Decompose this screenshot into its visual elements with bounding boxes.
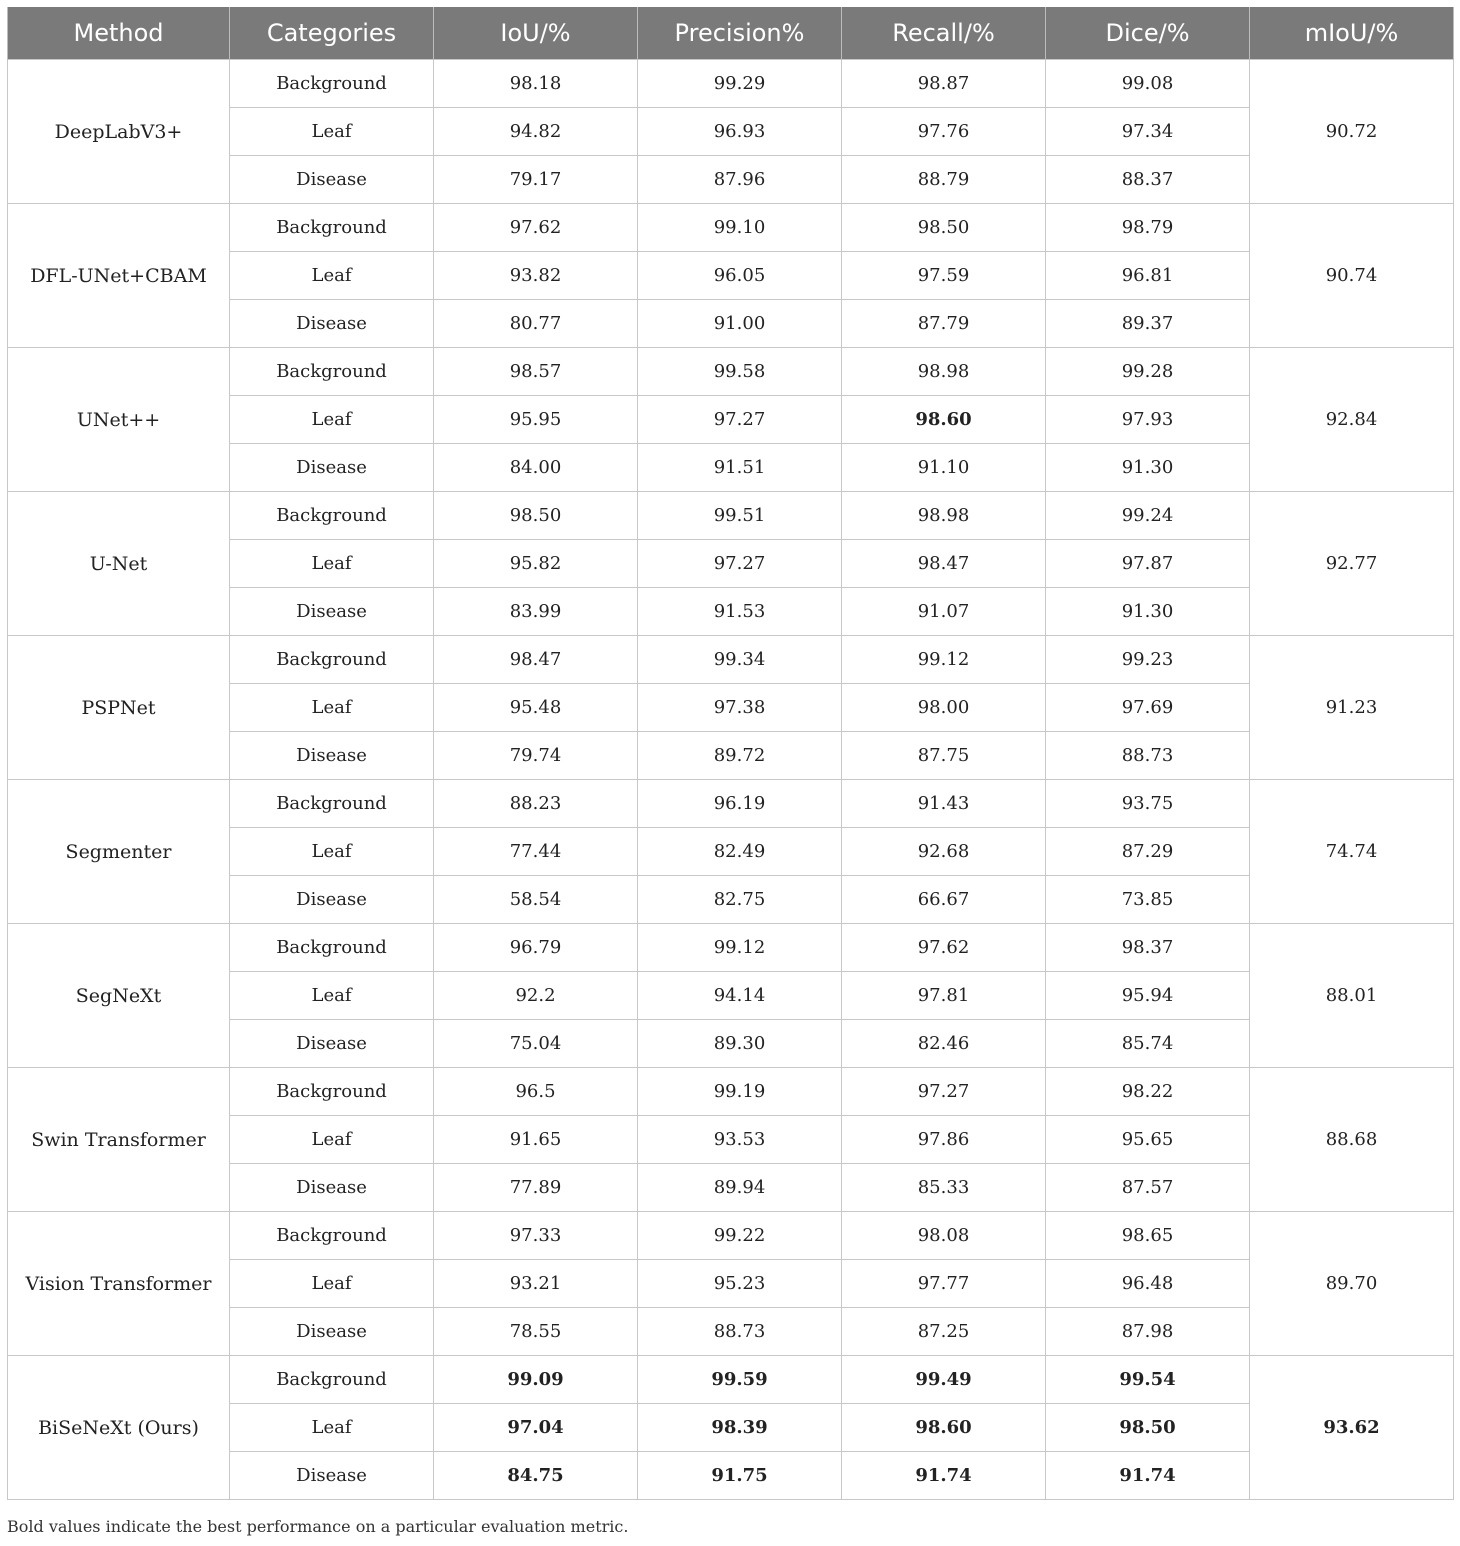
recall-cell: 98.60 xyxy=(842,1404,1046,1452)
category-cell: Leaf xyxy=(230,1116,434,1164)
method-cell: BiSeNeXt (Ours) xyxy=(8,1356,230,1500)
iou-cell: 97.33 xyxy=(434,1212,638,1260)
dice-cell: 99.08 xyxy=(1046,60,1250,108)
dice-cell: 97.93 xyxy=(1046,396,1250,444)
category-cell: Leaf xyxy=(230,972,434,1020)
header-row xyxy=(8,7,1454,60)
miou-cell: 89.70 xyxy=(1250,1212,1454,1356)
iou-cell: 96.79 xyxy=(434,924,638,972)
precision-cell: 91.53 xyxy=(638,588,842,636)
recall-cell: 87.79 xyxy=(842,300,1046,348)
dice-cell: 73.85 xyxy=(1046,876,1250,924)
table-row xyxy=(8,60,1454,108)
dice-cell: 96.81 xyxy=(1046,252,1250,300)
method-cell: U-Net xyxy=(8,492,230,636)
category-cell: Disease xyxy=(230,876,434,924)
precision-cell: 99.59 xyxy=(638,1356,842,1404)
dice-cell: 99.28 xyxy=(1046,348,1250,396)
recall-cell: 91.43 xyxy=(842,780,1046,828)
iou-cell: 97.04 xyxy=(434,1404,638,1452)
dice-cell: 95.94 xyxy=(1046,972,1250,1020)
precision-cell: 96.19 xyxy=(638,780,842,828)
dice-cell: 97.87 xyxy=(1046,540,1250,588)
recall-cell: 91.10 xyxy=(842,444,1046,492)
method-cell: SegNeXt xyxy=(8,924,230,1068)
category-cell: Background xyxy=(230,492,434,540)
recall-cell: 98.98 xyxy=(842,348,1046,396)
dice-cell: 87.29 xyxy=(1046,828,1250,876)
precision-cell: 82.75 xyxy=(638,876,842,924)
category-cell: Leaf xyxy=(230,396,434,444)
dice-cell: 97.34 xyxy=(1046,108,1250,156)
header-miou: mIoU/% xyxy=(1250,7,1454,60)
precision-cell: 99.12 xyxy=(638,924,842,972)
recall-cell: 88.79 xyxy=(842,156,1046,204)
iou-cell: 88.23 xyxy=(434,780,638,828)
miou-cell: 91.23 xyxy=(1250,636,1454,780)
category-cell: Background xyxy=(230,924,434,972)
category-cell: Background xyxy=(230,204,434,252)
miou-cell: 90.72 xyxy=(1250,60,1454,204)
precision-cell: 99.22 xyxy=(638,1212,842,1260)
precision-cell: 89.72 xyxy=(638,732,842,780)
precision-cell: 99.29 xyxy=(638,60,842,108)
precision-cell: 89.94 xyxy=(638,1164,842,1212)
iou-cell: 79.17 xyxy=(434,156,638,204)
iou-cell: 95.48 xyxy=(434,684,638,732)
dice-cell: 97.69 xyxy=(1046,684,1250,732)
recall-cell: 97.59 xyxy=(842,252,1046,300)
miou-cell: 88.01 xyxy=(1250,924,1454,1068)
precision-cell: 97.27 xyxy=(638,540,842,588)
header-precision: Precision% xyxy=(638,7,842,60)
precision-cell: 96.93 xyxy=(638,108,842,156)
dice-cell: 98.22 xyxy=(1046,1068,1250,1116)
precision-cell: 93.53 xyxy=(638,1116,842,1164)
precision-cell: 98.39 xyxy=(638,1404,842,1452)
precision-cell: 94.14 xyxy=(638,972,842,1020)
precision-cell: 95.23 xyxy=(638,1260,842,1308)
category-cell: Disease xyxy=(230,588,434,636)
iou-cell: 99.09 xyxy=(434,1356,638,1404)
header-iou: IoU/% xyxy=(434,7,638,60)
recall-cell: 97.81 xyxy=(842,972,1046,1020)
precision-cell: 88.73 xyxy=(638,1308,842,1356)
table-header xyxy=(8,7,1454,60)
recall-cell: 66.67 xyxy=(842,876,1046,924)
dice-cell: 99.24 xyxy=(1046,492,1250,540)
table-row xyxy=(8,492,1454,540)
recall-cell: 91.07 xyxy=(842,588,1046,636)
category-cell: Background xyxy=(230,1356,434,1404)
table-row xyxy=(8,636,1454,684)
category-cell: Background xyxy=(230,1212,434,1260)
method-cell: PSPNet xyxy=(8,636,230,780)
iou-cell: 83.99 xyxy=(434,588,638,636)
dice-cell: 99.54 xyxy=(1046,1356,1250,1404)
recall-cell: 87.75 xyxy=(842,732,1046,780)
category-cell: Background xyxy=(230,348,434,396)
category-cell: Leaf xyxy=(230,540,434,588)
recall-cell: 87.25 xyxy=(842,1308,1046,1356)
iou-cell: 98.57 xyxy=(434,348,638,396)
recall-cell: 98.08 xyxy=(842,1212,1046,1260)
recall-cell: 98.98 xyxy=(842,492,1046,540)
precision-cell: 99.19 xyxy=(638,1068,842,1116)
iou-cell: 93.21 xyxy=(434,1260,638,1308)
recall-cell: 98.00 xyxy=(842,684,1046,732)
iou-cell: 94.82 xyxy=(434,108,638,156)
dice-cell: 99.23 xyxy=(1046,636,1250,684)
miou-cell: 93.62 xyxy=(1250,1356,1454,1500)
recall-cell: 97.76 xyxy=(842,108,1046,156)
iou-cell: 84.75 xyxy=(434,1452,638,1500)
iou-cell: 98.47 xyxy=(434,636,638,684)
method-cell: Swin Transformer xyxy=(8,1068,230,1212)
precision-cell: 82.49 xyxy=(638,828,842,876)
category-cell: Disease xyxy=(230,300,434,348)
category-cell: Disease xyxy=(230,444,434,492)
table-row xyxy=(8,1068,1454,1116)
iou-cell: 97.62 xyxy=(434,204,638,252)
table-body xyxy=(8,60,1454,1500)
miou-cell: 74.74 xyxy=(1250,780,1454,924)
dice-cell: 98.37 xyxy=(1046,924,1250,972)
method-cell: DFL-UNet+CBAM xyxy=(8,204,230,348)
precision-cell: 91.00 xyxy=(638,300,842,348)
category-cell: Disease xyxy=(230,1308,434,1356)
precision-cell: 99.58 xyxy=(638,348,842,396)
header-recall: Recall/% xyxy=(842,7,1046,60)
iou-cell: 84.00 xyxy=(434,444,638,492)
dice-cell: 88.73 xyxy=(1046,732,1250,780)
table-row xyxy=(8,204,1454,252)
recall-cell: 97.86 xyxy=(842,1116,1046,1164)
recall-cell: 97.27 xyxy=(842,1068,1046,1116)
recall-cell: 91.74 xyxy=(842,1452,1046,1500)
dice-cell: 95.65 xyxy=(1046,1116,1250,1164)
miou-cell: 92.77 xyxy=(1250,492,1454,636)
recall-cell: 97.62 xyxy=(842,924,1046,972)
dice-cell: 89.37 xyxy=(1046,300,1250,348)
method-cell: UNet++ xyxy=(8,348,230,492)
category-cell: Leaf xyxy=(230,1404,434,1452)
category-cell: Disease xyxy=(230,1020,434,1068)
category-cell: Leaf xyxy=(230,1260,434,1308)
iou-cell: 92.2 xyxy=(434,972,638,1020)
recall-cell: 92.68 xyxy=(842,828,1046,876)
precision-cell: 91.75 xyxy=(638,1452,842,1500)
iou-cell: 96.5 xyxy=(434,1068,638,1116)
dice-cell: 91.74 xyxy=(1046,1452,1250,1500)
recall-cell: 85.33 xyxy=(842,1164,1046,1212)
dice-cell: 91.30 xyxy=(1046,588,1250,636)
method-cell: DeepLabV3+ xyxy=(8,60,230,204)
header-method: Method xyxy=(8,7,230,60)
table-row xyxy=(8,1212,1454,1260)
iou-cell: 98.50 xyxy=(434,492,638,540)
table-row xyxy=(8,780,1454,828)
category-cell: Leaf xyxy=(230,828,434,876)
method-cell: Segmenter xyxy=(8,780,230,924)
category-cell: Background xyxy=(230,636,434,684)
category-cell: Disease xyxy=(230,156,434,204)
iou-cell: 95.82 xyxy=(434,540,638,588)
miou-cell: 92.84 xyxy=(1250,348,1454,492)
category-cell: Leaf xyxy=(230,252,434,300)
iou-cell: 91.65 xyxy=(434,1116,638,1164)
precision-cell: 97.38 xyxy=(638,684,842,732)
category-cell: Disease xyxy=(230,732,434,780)
category-cell: Leaf xyxy=(230,684,434,732)
recall-cell: 97.77 xyxy=(842,1260,1046,1308)
recall-cell: 98.60 xyxy=(842,396,1046,444)
recall-cell: 98.47 xyxy=(842,540,1046,588)
recall-cell: 82.46 xyxy=(842,1020,1046,1068)
precision-cell: 99.51 xyxy=(638,492,842,540)
dice-cell: 88.37 xyxy=(1046,156,1250,204)
table-row xyxy=(8,348,1454,396)
category-cell: Disease xyxy=(230,1452,434,1500)
iou-cell: 75.04 xyxy=(434,1020,638,1068)
iou-cell: 95.95 xyxy=(434,396,638,444)
precision-cell: 99.10 xyxy=(638,204,842,252)
dice-cell: 91.30 xyxy=(1046,444,1250,492)
miou-cell: 88.68 xyxy=(1250,1068,1454,1212)
iou-cell: 77.44 xyxy=(434,828,638,876)
category-cell: Leaf xyxy=(230,108,434,156)
recall-cell: 98.50 xyxy=(842,204,1046,252)
dice-cell: 85.74 xyxy=(1046,1020,1250,1068)
category-cell: Background xyxy=(230,60,434,108)
precision-cell: 91.51 xyxy=(638,444,842,492)
dice-cell: 98.79 xyxy=(1046,204,1250,252)
recall-cell: 98.87 xyxy=(842,60,1046,108)
miou-cell: 90.74 xyxy=(1250,204,1454,348)
dice-cell: 87.57 xyxy=(1046,1164,1250,1212)
precision-cell: 99.34 xyxy=(638,636,842,684)
recall-cell: 99.49 xyxy=(842,1356,1046,1404)
iou-cell: 93.82 xyxy=(434,252,638,300)
iou-cell: 80.77 xyxy=(434,300,638,348)
header-categories: Categories xyxy=(230,7,434,60)
table-row xyxy=(8,924,1454,972)
precision-cell: 87.96 xyxy=(638,156,842,204)
precision-cell: 97.27 xyxy=(638,396,842,444)
results-table xyxy=(7,7,1454,1500)
recall-cell: 99.12 xyxy=(842,636,1046,684)
dice-cell: 98.65 xyxy=(1046,1212,1250,1260)
iou-cell: 78.55 xyxy=(434,1308,638,1356)
precision-cell: 89.30 xyxy=(638,1020,842,1068)
dice-cell: 96.48 xyxy=(1046,1260,1250,1308)
table-footnote: Bold values indicate the best performance on a particular evaluation metric. xyxy=(7,1517,629,1536)
precision-cell: 96.05 xyxy=(638,252,842,300)
iou-cell: 79.74 xyxy=(434,732,638,780)
category-cell: Background xyxy=(230,780,434,828)
dice-cell: 98.50 xyxy=(1046,1404,1250,1452)
iou-cell: 58.54 xyxy=(434,876,638,924)
category-cell: Disease xyxy=(230,1164,434,1212)
iou-cell: 77.89 xyxy=(434,1164,638,1212)
dice-cell: 93.75 xyxy=(1046,780,1250,828)
header-dice: Dice/% xyxy=(1046,7,1250,60)
iou-cell: 98.18 xyxy=(434,60,638,108)
dice-cell: 87.98 xyxy=(1046,1308,1250,1356)
method-cell: Vision Transformer xyxy=(8,1212,230,1356)
category-cell: Background xyxy=(230,1068,434,1116)
table-row xyxy=(8,1356,1454,1404)
